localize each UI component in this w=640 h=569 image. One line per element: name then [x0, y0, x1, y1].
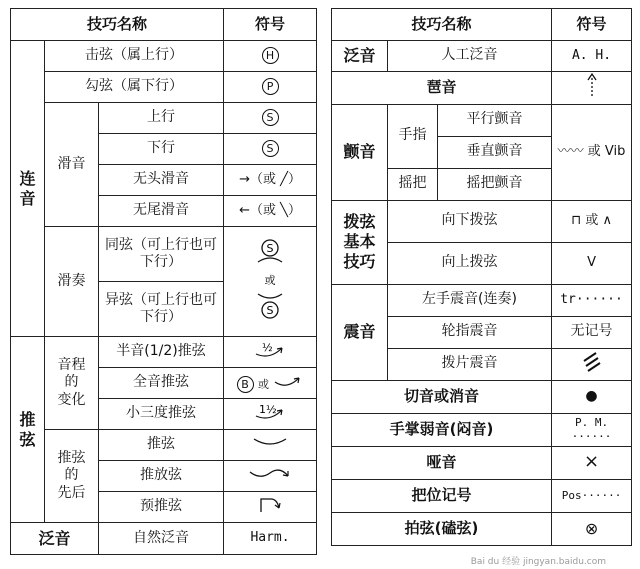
row-gouxian: 勾弦（属下行）: [45, 72, 224, 103]
row-yutuixian: 预推弦: [99, 492, 224, 523]
r-symbol-dot: ●: [552, 380, 632, 413]
r-row-paixian: 拍弦(磕弦): [332, 512, 552, 545]
r-row-qieyin: 切音或消音: [332, 380, 552, 413]
symbol-h: H: [224, 41, 317, 72]
r-symbol-wujihao: 无记号: [552, 316, 632, 348]
symbol-tuixian: [224, 430, 317, 461]
r-symbol-pipa: [552, 72, 632, 105]
r-group-fanyin: 泛音: [332, 41, 388, 72]
symbol-tuifangxian: [224, 461, 317, 492]
row-wutou: 无头滑音: [99, 165, 224, 196]
symbol-s-up: S: [224, 103, 317, 134]
r-symbol-otimes: ⊗: [552, 512, 632, 545]
r-symbol-tremolo: [552, 348, 632, 380]
symbol-p: P: [224, 72, 317, 103]
symbol-harm: Harm.: [224, 523, 317, 555]
right-table: [331, 8, 632, 546]
svg-text:1½: 1½: [259, 403, 277, 417]
row-tongxian: 同弦（可上行也可下行）: [99, 227, 224, 282]
r-row-lunzhi: 轮指震音: [388, 316, 552, 348]
symbol-yutuixian: [224, 492, 317, 523]
row-quanyin: 全音推弦: [99, 368, 224, 399]
row-ziran-fanyin: 自然泛音: [99, 523, 224, 555]
svg-text:S: S: [266, 241, 274, 255]
bend-icon: [250, 433, 290, 451]
row-xiaosandu: 小三度推弦: [99, 399, 224, 430]
r-row-shouzhang: 手掌弱音(闷音): [332, 413, 552, 446]
group-tuixian: 推 弦: [11, 337, 45, 523]
r-row-yayin: 哑音: [332, 446, 552, 479]
r-row-chuizhi: 垂直颤音: [438, 136, 552, 168]
r-row-xiangshang: 向上拨弦: [388, 242, 552, 284]
r-row-pingxing: 平行颤音: [438, 104, 552, 136]
watermark: Bai du 经验 jingyan.baidu.com: [470, 557, 606, 567]
r-row-bawei: 把位记号: [332, 479, 552, 512]
r-group-zhenyin: 震音: [332, 284, 388, 380]
sub-huayin: 滑音: [45, 103, 99, 227]
row-wuwei: 无尾滑音: [99, 196, 224, 227]
r-row-bopian: 拨片震音: [388, 348, 552, 380]
sub-yincheng: 音程 的 变化: [45, 337, 99, 430]
row-shangxing: 上行: [99, 103, 224, 134]
r-row-xiangxia: 向下拨弦: [388, 200, 552, 242]
symbol-huazou: [224, 227, 317, 337]
r-group-boxian: 拨弦 基本 技巧: [332, 200, 388, 284]
r-symbol-vib: 〰〰 或 Vib: [552, 104, 632, 200]
row-tuixian: 推弦: [99, 430, 224, 461]
group-liany: 连 音: [11, 41, 45, 337]
symbol-s-down: S: [224, 134, 317, 165]
r-symbol-down: ⊓ 或 ∧: [552, 200, 632, 242]
pre-bend-icon: [255, 494, 285, 514]
row-xiaxing: 下行: [99, 134, 224, 165]
full-bend-icon: [273, 372, 303, 388]
r-group-chanyin: 颤音: [332, 104, 388, 200]
svg-text:½: ½: [262, 341, 273, 355]
r-row-zuoshou: 左手震音(连奏): [388, 284, 552, 316]
left-table: [10, 8, 317, 555]
group-fanyin: 泛音: [11, 523, 99, 555]
bend-release-icon: [248, 464, 292, 482]
sub-huazou: 滑奏: [45, 227, 99, 337]
r-symbol-pm: P. M. ······: [552, 413, 632, 446]
arpeggio-icon: [585, 72, 599, 98]
r-sub-shouzhi: 手指: [388, 104, 438, 168]
tremolo-icon: [580, 349, 604, 373]
row-jixian: 击弦（属上行）: [45, 41, 224, 72]
header-symbol: 符号: [224, 9, 317, 41]
header-name: 技巧名称: [11, 9, 224, 41]
r-symbol-tr: tr······: [552, 284, 632, 316]
row-tuifangxian: 推放弦: [99, 461, 224, 492]
svg-text:S: S: [266, 303, 274, 317]
r-header-name: 技巧名称: [332, 9, 552, 41]
row-banyin: 半音(1/2)推弦: [99, 337, 224, 368]
symbol-xiaosandu: [224, 399, 317, 430]
half-bend-icon: [250, 338, 290, 360]
r-symbol-x: ×: [552, 446, 632, 479]
slide-symbol-icon: [250, 234, 290, 324]
r-symbol-ah: A. H.: [552, 41, 632, 72]
r-header-symbol: 符号: [552, 9, 632, 41]
row-yixian: 异弦（可上行也可下行）: [99, 282, 224, 337]
symbol-quanyin: B 或: [224, 368, 317, 399]
r-sub-yaoba: 摇把: [388, 168, 438, 200]
r-row-yaoba: 摇把颤音: [438, 168, 552, 200]
r-symbol-up: V: [552, 242, 632, 284]
symbol-banyin: [224, 337, 317, 368]
svg-text:或: 或: [264, 273, 276, 287]
minor-third-bend-icon: [250, 400, 290, 422]
r-row-pipa: 琶音: [332, 72, 552, 105]
r-row-rengong: 人工泛音: [388, 41, 552, 72]
symbol-wuwei: ←（或 ╲）: [224, 196, 317, 227]
sub-tuixian-xianhou: 推弦 的 先后: [45, 430, 99, 523]
r-symbol-pos: Pos······: [552, 479, 632, 512]
symbol-wutou: →（或 ╱）: [224, 165, 317, 196]
